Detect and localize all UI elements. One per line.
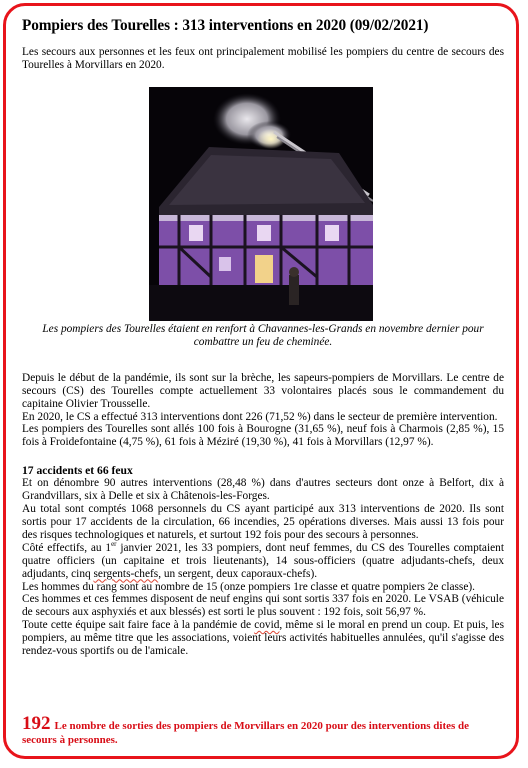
paragraph-effectifs: Côté effectifs, au 1er janvier 2021, les 33 pompiers, dont neuf femmes, du CS des Tourelles comptaient quatre officiers (un capitaine et trois lieutenants), 14 sous-officiers (quatre adjudants-chefs, deux adjudants, cinq sergents-chefs, un sergent, deux caporaux-chefs).: [22, 540, 504, 580]
highlight-text: Le nombre de sorties des pompiers de Morvillars en 2020 pour des interventions dites de secours à personnes.: [22, 720, 470, 746]
article-photo: [149, 87, 373, 321]
article-title: Pompiers des Tourelles : 313 interventions en 2020 (09/02/2021): [22, 17, 429, 34]
highlight-number: 192: [22, 713, 51, 734]
article-intro: Les secours aux personnes et les feux ont principalement mobilisé les pompiers du centre de secours des Tourelles à Morvillars en 2020.: [22, 46, 504, 71]
body-part-2: [22, 477, 504, 658]
fire-house-photo: [149, 87, 373, 321]
paragraph: En 2020, le CS a effectué 313 interventions dont 226 (71,52 %) dans le secteur de première intervention.: [22, 410, 498, 423]
paragraph: Au total sont comptés 1068 personnels du CS ayant participé aux 313 interventions de 2020. Ils sont sortis pour 17 accidents de la circulation, 66 incendies, 25 opérations diverses. Mais aussi 13 fois pour des risques technologiques et naturels, et surtout 192 fois pour des secours à personnes.: [22, 503, 504, 541]
spellcheck-underline: sergents-chefs: [93, 567, 159, 580]
paragraph: Ces hommes et ces femmes disposent de neuf engins qui sont sortis 337 fois en 2020. Le VSAB (véhicule de secours aux asphyxiés et aux blessés) est sorti le plus souvent : 192 fois, soit 56,97 %.: [22, 593, 504, 619]
photo-caption: Les pompiers des Tourelles étaient en renfort à Chavannes-les-Grands en novembre dernier pour combattre un feu de cheminée.: [42, 322, 484, 348]
body-part-1: [22, 372, 504, 449]
spellcheck-underline: covid: [254, 619, 280, 632]
paragraph: Les hommes du rang sont au nombre de 15 (onze pompiers 1re classe et quatre pompiers 2e classe).: [22, 580, 475, 593]
subheading: 17 accidents et 66 feux: [22, 464, 133, 478]
paragraph-covid: Toute cette équipe sait faire face à la pandémie de covid, même si le moral en prend un coup. Et puis, les pompiers, au même titre que les associations, voient leurs activités habituelles annulées, qu'il s'agisse des rendez-vous sportifs ou de l'amicale.: [22, 619, 504, 658]
paragraph: Depuis le début de la pandémie, ils sont sur la brèche, les sapeurs-pompiers de Morvillars. Le centre de secours (CS) des Tourelles compte actuellement 33 volontaires placés sous le commandement du capitaine Olivier Trousselle.: [22, 371, 504, 410]
paragraph: Les pompiers des Tourelles sont allés 100 fois à Bourogne (31,65 %), neuf fois à Charmois (2,85 %), 15 fois à Froidefontaine (4,75 %), 61 fois à Méziré (19,30 %), 41 fois à Morvillars (12,97 %).: [22, 423, 504, 449]
footer-highlight: [22, 713, 504, 747]
paragraph: Et on dénombre 90 autres interventions (28,48 %) dans d'autres secteurs dont onze à Belfort, dix à Grandvillars, six à Delle et six à Châtenois-les-Forges.: [22, 477, 504, 503]
article: [22, 16, 504, 658]
